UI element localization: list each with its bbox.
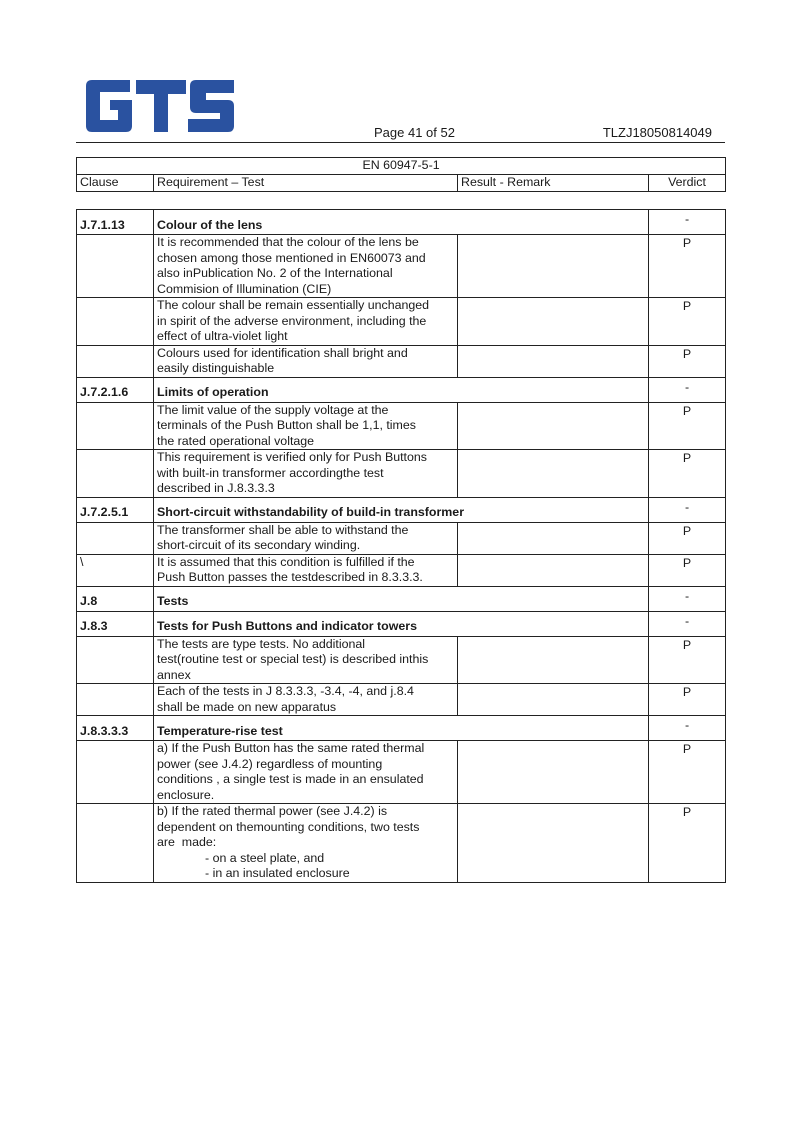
clause-table <box>76 209 726 883</box>
result-remark <box>458 741 649 804</box>
verdict-value: P <box>649 235 726 298</box>
requirement-line: effect of ultra-violet light <box>157 329 288 343</box>
section-verdict: - <box>649 210 726 235</box>
requirement-text <box>154 741 458 804</box>
row-clause: \ <box>77 554 154 586</box>
section-row <box>77 210 726 235</box>
requirement-row <box>77 804 726 883</box>
requirement-line: enclosure. <box>157 787 215 802</box>
requirement-row <box>77 298 726 346</box>
result-remark <box>458 636 649 684</box>
section-title: Tests for Push Buttons and indicator towers <box>154 611 649 636</box>
requirement-line: The tests are type tests. No additional <box>157 636 365 651</box>
verdict-value: P <box>649 684 726 716</box>
requirement-line: also inPublication No. 2 of the International <box>157 266 393 280</box>
standard-title: EN 60947-5-1 <box>77 158 726 175</box>
verdict-value: P <box>649 522 726 554</box>
requirement-line: b) If the rated thermal power (see J.4.2) is <box>157 804 388 818</box>
requirement-line: This requirement is verified only for Push Buttons <box>157 450 427 464</box>
header-divider <box>76 142 725 143</box>
row-clause <box>77 804 154 883</box>
requirement-line: in spirit of the adverse environment, including the <box>157 313 427 328</box>
requirement-line: with built-in transformer accordingthe test <box>157 465 384 480</box>
requirement-row <box>77 522 726 554</box>
verdict-value: P <box>649 450 726 498</box>
gts-logo <box>84 78 236 134</box>
requirement-line: Each of the tests in J 8.3.3.3, -3.4, -4, and j.8.4 <box>157 684 414 698</box>
requirement-line: It is recommended that the colour of the lens be <box>157 235 419 249</box>
requirement-line: short-circuit of its secondary winding. <box>157 538 361 552</box>
clause-number: J.8.3 <box>77 611 154 636</box>
result-remark <box>458 450 649 498</box>
requirement-subitem: - on a steel plate, and <box>205 850 325 865</box>
requirement-subitem: - in an insulated enclosure <box>205 866 350 880</box>
section-verdict: - <box>649 377 726 402</box>
requirement-row <box>77 684 726 716</box>
section-title: Tests <box>154 586 649 611</box>
requirement-line: test(routine test or special test) is described inthis <box>157 652 429 666</box>
verdict-value: P <box>649 636 726 684</box>
requirement-line: Push Button passes the testdescribed in 8.3.3.3. <box>157 570 423 584</box>
row-clause <box>77 741 154 804</box>
requirement-text <box>154 235 458 298</box>
row-clause <box>77 684 154 716</box>
requirement-text <box>154 636 458 684</box>
requirement-text <box>154 402 458 450</box>
requirement-row <box>77 345 726 377</box>
requirement-line: dependent on themounting conditions, two tests <box>157 819 420 834</box>
result-remark <box>458 804 649 883</box>
row-clause <box>77 450 154 498</box>
result-remark <box>458 522 649 554</box>
clause-number: J.7.2.1.6 <box>77 377 154 402</box>
requirement-text <box>154 684 458 716</box>
result-remark <box>458 345 649 377</box>
requirement-line: chosen among those mentioned in EN60073 and <box>157 250 426 265</box>
requirement-row <box>77 741 726 804</box>
column-header-requirement: Requirement – Test <box>154 175 458 192</box>
verdict-value: P <box>649 402 726 450</box>
result-remark <box>458 684 649 716</box>
section-verdict: - <box>649 716 726 741</box>
clause-number: J.7.2.5.1 <box>77 497 154 522</box>
verdict-value: P <box>649 741 726 804</box>
column-header-result: Result - Remark <box>458 175 649 192</box>
row-clause <box>77 522 154 554</box>
section-row <box>77 716 726 741</box>
requirement-line: Colours used for identification shall bright and <box>157 345 408 360</box>
page-number: Page 41 of 52 <box>374 125 455 140</box>
section-row <box>77 611 726 636</box>
clause-number: J.8.3.3.3 <box>77 716 154 741</box>
section-row <box>77 586 726 611</box>
row-clause <box>77 298 154 346</box>
section-verdict: - <box>649 611 726 636</box>
section-row <box>77 497 726 522</box>
result-remark <box>458 402 649 450</box>
section-verdict: - <box>649 586 726 611</box>
clause-number: J.7.1.13 <box>77 210 154 235</box>
requirement-row <box>77 554 726 586</box>
requirement-line: a) If the Push Button has the same rated thermal <box>157 741 425 755</box>
requirement-row <box>77 235 726 298</box>
section-title: Colour of the lens <box>154 210 649 235</box>
requirement-text <box>154 804 458 883</box>
column-header-clause: Clause <box>77 175 154 192</box>
column-header-verdict: Verdict <box>649 175 726 192</box>
result-remark <box>458 554 649 586</box>
requirement-line: are made: <box>157 835 217 849</box>
section-title: Short-circuit withstandability of build-in transformer <box>154 497 649 522</box>
requirement-row <box>77 636 726 684</box>
clause-number: J.8 <box>77 586 154 611</box>
requirement-line: terminals of the Push Button shall be 1,1, times <box>157 418 416 432</box>
requirement-text <box>154 345 458 377</box>
verdict-value: P <box>649 345 726 377</box>
row-clause <box>77 636 154 684</box>
requirement-text <box>154 450 458 498</box>
result-remark <box>458 298 649 346</box>
requirement-line: described in J.8.3.3.3 <box>157 481 275 495</box>
requirement-line: power (see J.4.2) regardless of mounting <box>157 756 383 771</box>
section-title: Temperature-rise test <box>154 716 649 741</box>
section-verdict: - <box>649 497 726 522</box>
requirement-row <box>77 402 726 450</box>
requirement-line: The colour shall be remain essentially unchanged <box>157 298 430 312</box>
requirement-line: It is assumed that this condition is fulfilled if the <box>157 554 415 569</box>
requirement-line: shall be made on new apparatus <box>157 699 337 714</box>
section-row <box>77 377 726 402</box>
row-clause <box>77 345 154 377</box>
section-title: Limits of operation <box>154 377 649 402</box>
verdict-value: P <box>649 554 726 586</box>
requirement-row <box>77 450 726 498</box>
gts-logo-icon <box>84 78 236 134</box>
requirement-line: The transformer shall be able to withstand the <box>157 522 409 537</box>
row-clause <box>77 402 154 450</box>
requirement-line: annex <box>157 667 191 682</box>
requirement-line: easily distinguishable <box>157 361 275 375</box>
result-remark <box>458 235 649 298</box>
requirement-text <box>154 554 458 586</box>
requirement-line: conditions , a single test is made in an ensulated <box>157 772 424 786</box>
requirement-text <box>154 298 458 346</box>
requirement-text <box>154 522 458 554</box>
verdict-value: P <box>649 298 726 346</box>
column-header-table <box>76 157 726 192</box>
verdict-value: P <box>649 804 726 883</box>
requirement-line: Commision of Illumination (CIE) <box>157 281 332 296</box>
requirement-line: the rated operational voltage <box>157 433 315 448</box>
row-clause <box>77 235 154 298</box>
requirement-line: The limit value of the supply voltage at the <box>157 402 389 417</box>
report-number: TLZJ18050814049 <box>602 125 712 140</box>
